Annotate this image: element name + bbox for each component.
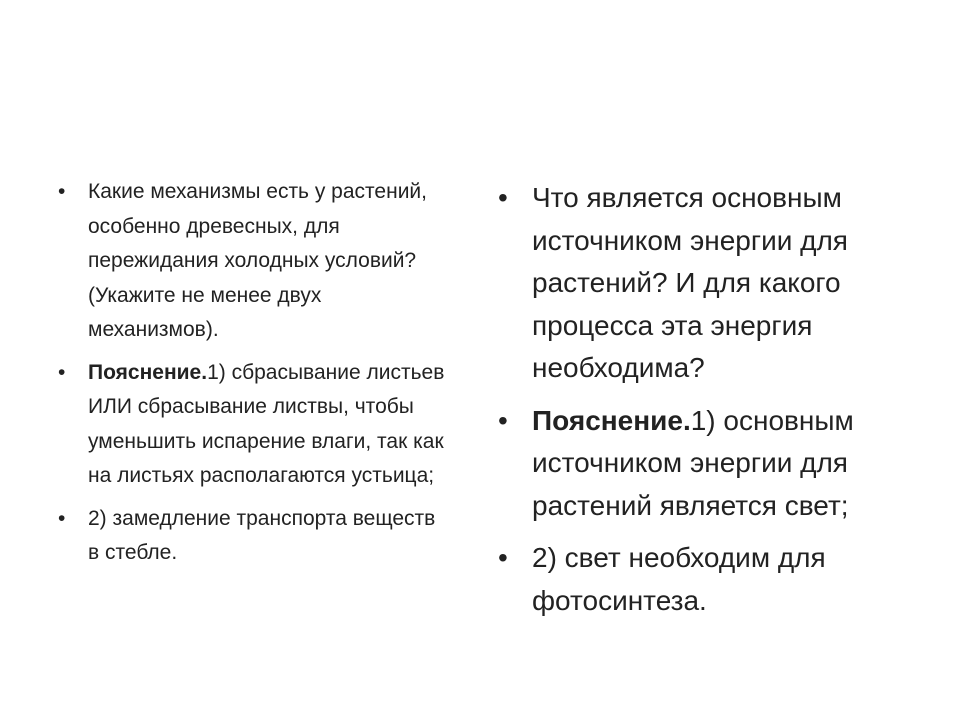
explanation-label: Пояснение. bbox=[532, 404, 691, 436]
list-item bbox=[496, 400, 916, 528]
bullet-icon: • bbox=[498, 404, 508, 436]
list-item bbox=[496, 537, 916, 622]
right-column bbox=[496, 177, 916, 632]
left-column bbox=[52, 175, 447, 579]
bullet-icon: • bbox=[58, 180, 66, 203]
list-item bbox=[52, 502, 447, 571]
answer-text: 1) сбрасывание листьев ИЛИ сбрасывание листвы, чтобы уменьшить испарение влаги, так как на листьях располагаются устьица; bbox=[88, 360, 445, 487]
list-item bbox=[496, 177, 916, 390]
question-text: Что является основным источником энергии для растений? И для какого процесса эта энергия необходима? bbox=[532, 182, 848, 383]
answer-text: 2) свет необходим для фотосинтеза. bbox=[532, 542, 826, 616]
list-item bbox=[52, 175, 447, 348]
bullet-icon: • bbox=[498, 542, 508, 573]
question-text: Какие механизмы есть у растений, особенно древесных, для пережидания холодных условий? (Укажите не менее двух механизмов). bbox=[88, 180, 427, 341]
bullet-icon: • bbox=[58, 506, 66, 530]
answer-text: 2) замедление транспорта веществ в стебле. bbox=[88, 506, 436, 564]
list-item bbox=[52, 356, 447, 494]
answer-text: 1) основным источником энергии для растений является свет; bbox=[532, 404, 854, 521]
explanation-label: Пояснение. bbox=[88, 360, 208, 384]
bullet-icon: • bbox=[58, 360, 66, 384]
bullet-icon: • bbox=[498, 182, 508, 213]
